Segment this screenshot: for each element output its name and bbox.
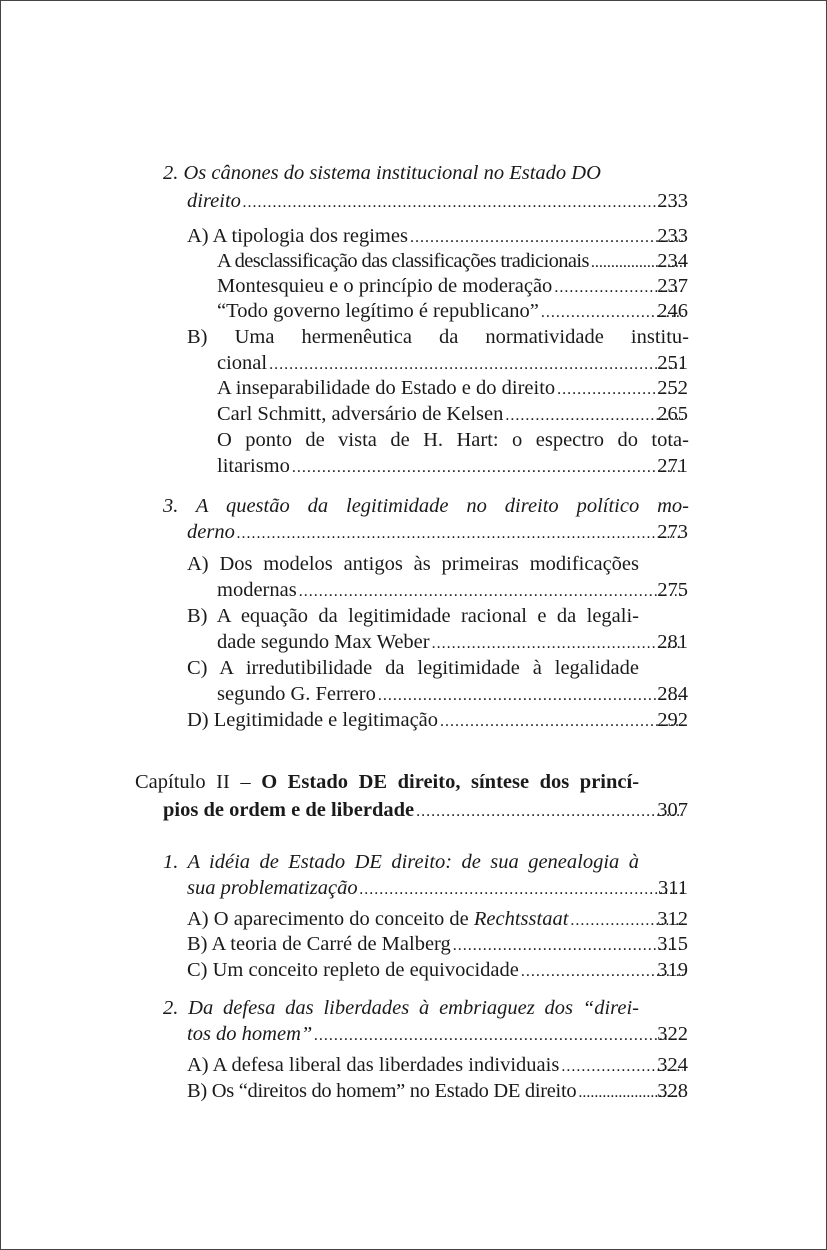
- page-number: 233: [657, 225, 688, 247]
- page-number: 292: [657, 709, 688, 731]
- subsection-entry[interactable]: C) Um conceito repleto de equivocidade .....: [187, 957, 689, 983]
- subsection-entry[interactable]: Carl Schmitt, adversário de Kelsen .....: [217, 401, 689, 427]
- chapter-section-1-title-line1: 1. A idéia de Estado DE direito: de sua genealogia à: [163, 851, 639, 873]
- subsection-entry[interactable]: Montesquieu e o princípio de moderação .....: [217, 273, 689, 299]
- subsection-entry[interactable]: A) A defesa liberal das liberdades individuais .....: [187, 1052, 689, 1078]
- page-number: 252: [657, 377, 688, 399]
- subsection-entry[interactable]: “Todo governo legítimo é republicano” .....: [217, 298, 689, 324]
- chapter-title-line1: Capítulo II – O Estado DE direito, síntese dos princí-: [135, 771, 640, 793]
- chapter-section-2-title-line1: 2. Da defesa das liberdades à embriaguez dos “direi-: [163, 997, 639, 1019]
- subsection-entry[interactable]: cional .....: [217, 350, 689, 376]
- subsection-entry[interactable]: A) O aparecimento do conceito de Rechtsstaat .....: [187, 906, 689, 932]
- page-number: 284: [657, 683, 688, 705]
- subsection-title-line1: B) A equação da legitimidade racional e da legali-: [187, 605, 639, 627]
- chapter-entry[interactable]: pios de ordem e de liberdade .....: [163, 797, 689, 823]
- page-number: 273: [657, 521, 688, 543]
- page-number: 322: [657, 1023, 688, 1045]
- page-number: 265: [657, 403, 688, 425]
- page-number: 307: [657, 799, 688, 821]
- subsection-title-line1: A) Dos modelos antigos às primeiras modificações: [187, 553, 639, 575]
- page-number: 237: [657, 275, 688, 297]
- page-number: 234: [657, 250, 688, 272]
- subsection-title-line1: O ponto de vista de H. Hart: o espectro do tota-: [217, 429, 689, 451]
- subsection-entry[interactable]: modernas .....: [217, 577, 689, 603]
- subsection-entry[interactable]: D) Legitimidade e legitimação .....: [187, 707, 689, 733]
- subsection-entry[interactable]: B) Os “direitos do homem” no Estado DE direito ... .....: [187, 1078, 689, 1104]
- subsection-entry[interactable]: A inseparabilidade do Estado e do direito .....: [217, 375, 689, 401]
- page-number: 246: [657, 300, 688, 322]
- chapter-section-2-entry[interactable]: tos do homem” .....: [187, 1021, 689, 1047]
- page-number: 315: [657, 933, 688, 955]
- subsection-entry[interactable]: litarismo .....: [217, 453, 689, 479]
- page-number: 233: [657, 190, 688, 212]
- page-number: 251: [657, 352, 688, 374]
- subsection-entry[interactable]: A) A tipologia dos regimes .....: [187, 223, 689, 249]
- subsection-entry[interactable]: segundo G. Ferrero .....: [217, 681, 689, 707]
- subsection-title-line1: B) Uma hermenêutica da normatividade institu-: [187, 326, 689, 348]
- section-2-title-line1: 2. Os cânones do sistema institucional no Estado DO: [163, 162, 601, 184]
- section-3-entry[interactable]: derno .....: [187, 519, 689, 545]
- page-number: 281: [657, 631, 688, 653]
- page-number: 275: [657, 579, 688, 601]
- subsection-entry[interactable]: dade segundo Max Weber .....: [217, 629, 689, 655]
- section-3-title-line1: 3. A questão da legitimidade no direito político mo-: [163, 495, 689, 517]
- section-2-entry[interactable]: direito .....: [187, 188, 689, 214]
- page-number: 311: [658, 877, 688, 899]
- page-number: 312: [657, 908, 688, 930]
- page-number: 324: [657, 1054, 688, 1076]
- chapter-section-1-entry[interactable]: sua problematização .....: [187, 875, 689, 901]
- page-number: 328: [657, 1080, 688, 1102]
- page-number: 319: [657, 959, 688, 981]
- subsection-title-line1: C) A irredutibilidade da legitimidade à legalidade: [187, 657, 639, 679]
- subsection-entry[interactable]: B) A teoria de Carré de Malberg .....: [187, 931, 689, 957]
- subsection-entry[interactable]: A desclassificação das classificações tradicionais . .....: [217, 248, 689, 274]
- page-number: 271: [657, 455, 688, 477]
